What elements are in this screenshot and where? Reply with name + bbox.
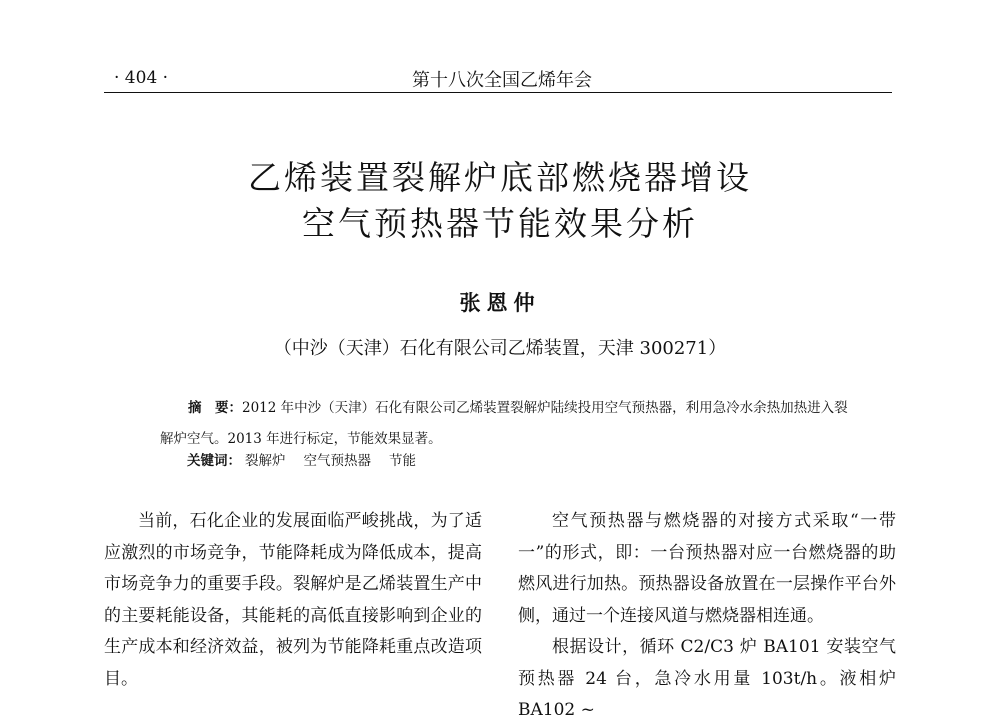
body-paragraph: 当前，石化企业的发展面临严峻挑战，为了适应激烈的市场竞争，节能降耗成为降低成本，提高市场竞争力的重要手段。裂解炉是乙烯装置生产中的主要耗能设备，其能耗的高低直接影响到企业的生产成本和经济效益，被列为节能降耗重点改造项目。 <box>104 511 482 689</box>
paper-title-line-2: 空气预热器节能效果分析 <box>302 204 698 243</box>
body-paragraph: 空气预热器与燃烧器的对接方式采取“一带一”的形式，即：一台预热器对应一台燃烧器的助燃风进行加热。预热器设备放置在一层操作平台外侧，通过一个连接风道与燃烧器相连通。 <box>518 511 896 626</box>
abstract-text: 2012 年中沙（天津）石化有限公司乙烯装置裂解炉陆续投用空气预热器，利用急冷水余热加热进入裂解炉空气。2013 年进行标定，节能效果显著。 <box>160 400 848 447</box>
keyword: 空气预热器 <box>303 453 371 469</box>
paper-title-line-1: 乙烯装置裂解炉底部燃烧器增设 <box>248 158 752 197</box>
abstract <box>160 393 850 455</box>
header-rule <box>104 92 892 93</box>
affiliation: （中沙（天津）石化有限公司乙烯装置，天津 300271） <box>273 338 727 359</box>
keywords-label: 关键词： <box>187 453 241 469</box>
page-number: · 404 · <box>114 68 169 88</box>
keyword: 裂解炉 <box>245 453 286 469</box>
keyword: 节能 <box>389 453 416 469</box>
body-column-left <box>104 506 482 695</box>
abstract-label: 摘 要： <box>188 400 242 416</box>
body-paragraph: 根据设计，循环 C2/C3 炉 BA101 安装空气预热器 24 台，急冷水用量 103t/h。液相炉 BA102 ~ <box>518 637 896 720</box>
author: 张恩仲 <box>459 290 541 315</box>
journal-title: 第十八次全国乙烯年会 <box>412 70 592 91</box>
keywords <box>187 449 434 469</box>
body-column-right <box>518 506 896 727</box>
